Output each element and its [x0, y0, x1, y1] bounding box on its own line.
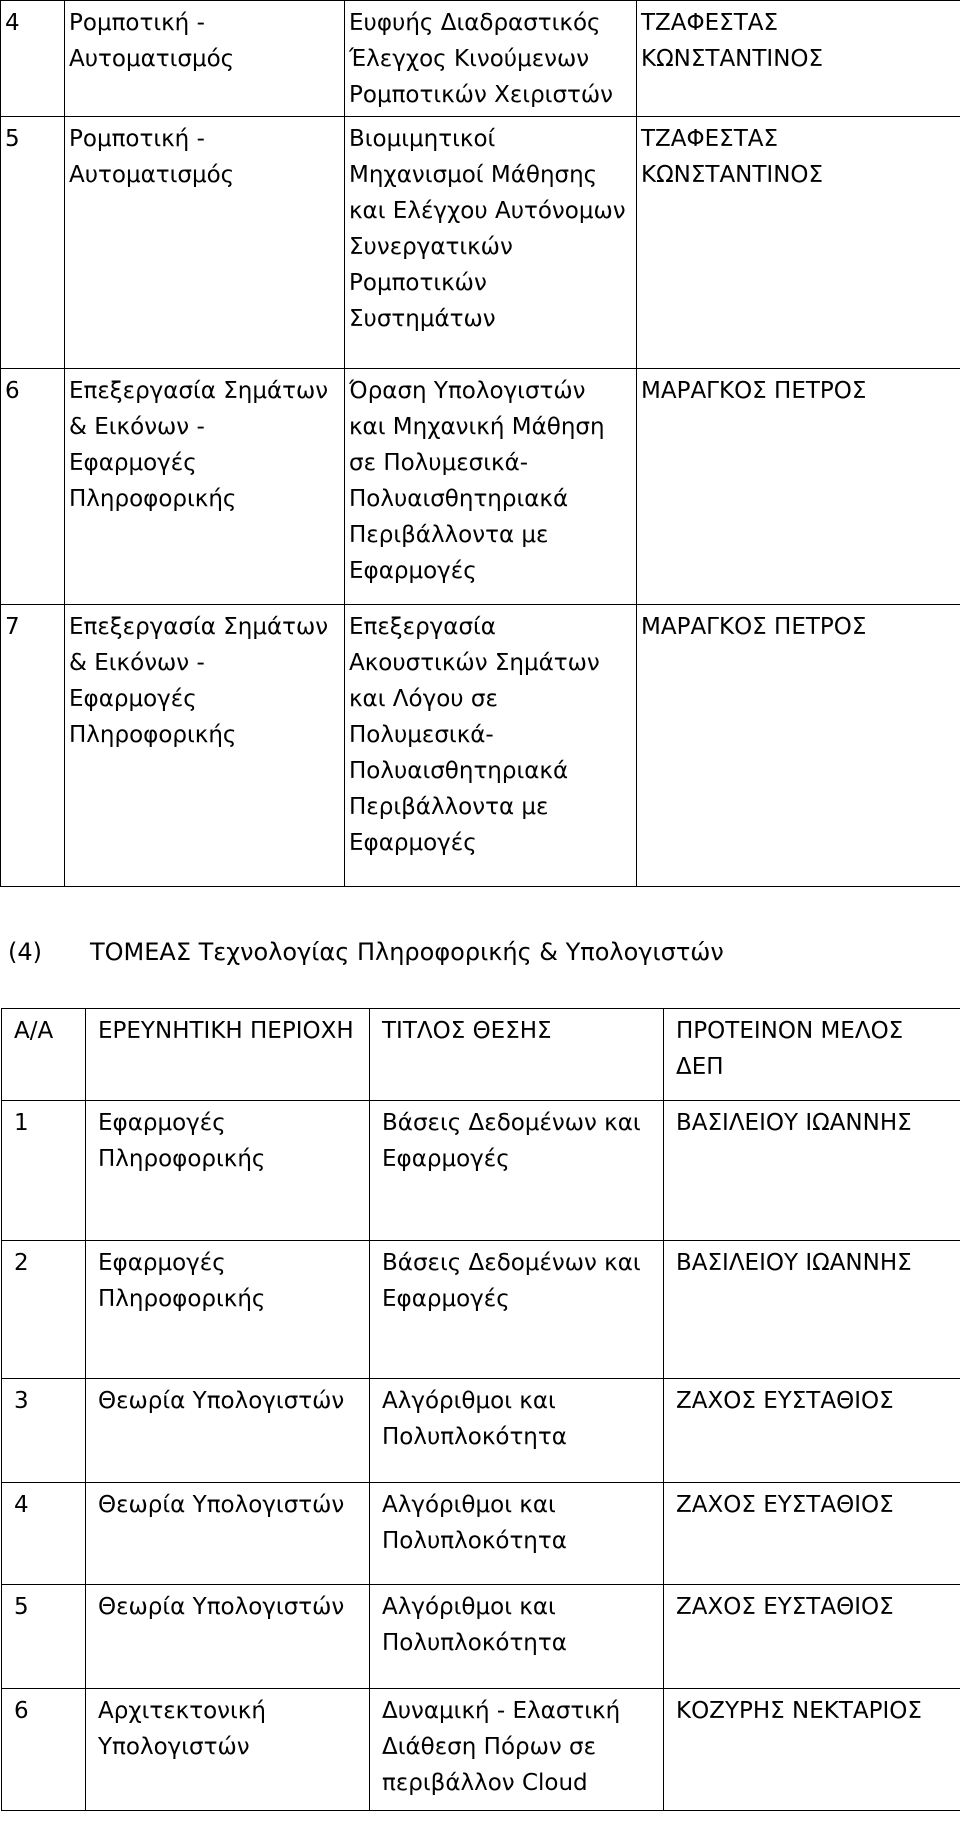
research-positions-table	[1, 1008, 960, 1811]
table-row	[1, 117, 960, 369]
faculty-member: ΤΖΑΦΕΣΤΑΣ ΚΩΝΣΤΑΝΤΙΝΟΣ	[637, 117, 960, 369]
table-row	[2, 1483, 960, 1585]
table-row	[1, 605, 960, 887]
research-area: Θεωρία Υπολογιστών	[86, 1483, 370, 1585]
research-area: Εφαρμογές Πληροφορικής	[86, 1101, 370, 1241]
faculty-member: ΖΑΧΟΣ ΕΥΣΤΑΘΙΟΣ	[664, 1379, 960, 1483]
header-position-title: ΤΙΤΛΟΣ ΘΕΣΗΣ	[370, 1009, 664, 1101]
research-area: Ρομποτική - Αυτοματισμός	[65, 117, 345, 369]
section-number: (4)	[8, 938, 42, 966]
table-row	[1, 369, 960, 605]
header-faculty-member: ΠΡΟΤΕΙΝΟΝ ΜΕΛΟΣ ΔΕΠ	[664, 1009, 960, 1101]
position-title: Αλγόριθμοι και Πολυπλοκότητα	[370, 1379, 664, 1483]
research-area: Αρχιτεκτονική Υπολογιστών	[86, 1689, 370, 1811]
faculty-member: ΜΑΡΑΓΚΟΣ ΠΕΤΡΟΣ	[637, 605, 960, 887]
faculty-member: ΒΑΣΙΛΕΙΟΥ ΙΩΑΝΝΗΣ	[664, 1241, 960, 1379]
research-area: Επεξεργασία Σημάτων & Εικόνων - Εφαρμογές Πληροφορικής	[65, 605, 345, 887]
faculty-member: ΖΑΧΟΣ ΕΥΣΤΑΘΙΟΣ	[664, 1585, 960, 1689]
research-area: Επεξεργασία Σημάτων & Εικόνων - Εφαρμογές Πληροφορικής	[65, 369, 345, 605]
position-title: Αλγόριθμοι και Πολυπλοκότητα	[370, 1585, 664, 1689]
table-row	[2, 1379, 960, 1483]
header-row	[2, 1009, 960, 1101]
position-title: Βιομιμητικοί Μηχανισμοί Μάθησης και Ελέγχου Αυτόνομων Συνεργατικών Ρομποτικών Συστημάτων	[345, 117, 637, 369]
research-area: Θεωρία Υπολογιστών	[86, 1379, 370, 1483]
table-row	[2, 1241, 960, 1379]
row-number: 7	[1, 605, 65, 887]
research-area: Εφαρμογές Πληροφορικής	[86, 1241, 370, 1379]
position-title: Ευφυής Διαδραστικός Έλεγχος Κινούμενων Ρομποτικών Χειριστών	[345, 1, 637, 117]
table-row	[2, 1101, 960, 1241]
faculty-member: ΜΑΡΑΓΚΟΣ ΠΕΤΡΟΣ	[637, 369, 960, 605]
faculty-member: ΒΑΣΙΛΕΙΟΥ ΙΩΑΝΝΗΣ	[664, 1101, 960, 1241]
position-title: Αλγόριθμοι και Πολυπλοκότητα	[370, 1483, 664, 1585]
faculty-member: ΖΑΧΟΣ ΕΥΣΤΑΘΙΟΣ	[664, 1483, 960, 1585]
row-number: 6	[1, 369, 65, 605]
row-number: 2	[2, 1241, 86, 1379]
row-number: 3	[2, 1379, 86, 1483]
position-title: Δυναμική - Ελαστική Διάθεση Πόρων σε περιβάλλον Cloud	[370, 1689, 664, 1811]
position-title: Βάσεις Δεδομένων και Εφαρμογές	[370, 1241, 664, 1379]
faculty-member: ΤΖΑΦΕΣΤΑΣ ΚΩΝΣΤΑΝΤΙΝΟΣ	[637, 1, 960, 117]
research-positions-table-continued	[0, 0, 960, 887]
row-number: 6	[2, 1689, 86, 1811]
row-number: 1	[2, 1101, 86, 1241]
section-heading	[8, 934, 724, 970]
section-title: ΤΟΜΕΑΣ Τεχνολογίας Πληροφορικής & Υπολογιστών	[90, 938, 724, 966]
table-row	[1, 1, 960, 117]
row-number: 4	[2, 1483, 86, 1585]
row-number: 5	[2, 1585, 86, 1689]
position-title: Βάσεις Δεδομένων και Εφαρμογές	[370, 1101, 664, 1241]
research-area: Θεωρία Υπολογιστών	[86, 1585, 370, 1689]
faculty-member: ΚΟΖΥΡΗΣ ΝΕΚΤΑΡΙΟΣ	[664, 1689, 960, 1811]
table-row	[2, 1585, 960, 1689]
row-number: 4	[1, 1, 65, 117]
research-area: Ρομποτική - Αυτοματισμός	[65, 1, 345, 117]
header-research-area: ΕΡΕΥΝΗΤΙΚΗ ΠΕΡΙΟΧΗ	[86, 1009, 370, 1101]
position-title: Όραση Υπολογιστών και Μηχανική Μάθηση σε Πολυμεσικά-Πολυαισθητηριακά Περιβάλλοντα με Εφαρμογές	[345, 369, 637, 605]
position-title: Επεξεργασία Ακουστικών Σημάτων και Λόγου σε Πολυμεσικά-Πολυαισθητηριακά Περιβάλλοντα με Εφαρμογές	[345, 605, 637, 887]
row-number: 5	[1, 117, 65, 369]
header-number: Α/Α	[2, 1009, 86, 1101]
table-row	[2, 1689, 960, 1811]
